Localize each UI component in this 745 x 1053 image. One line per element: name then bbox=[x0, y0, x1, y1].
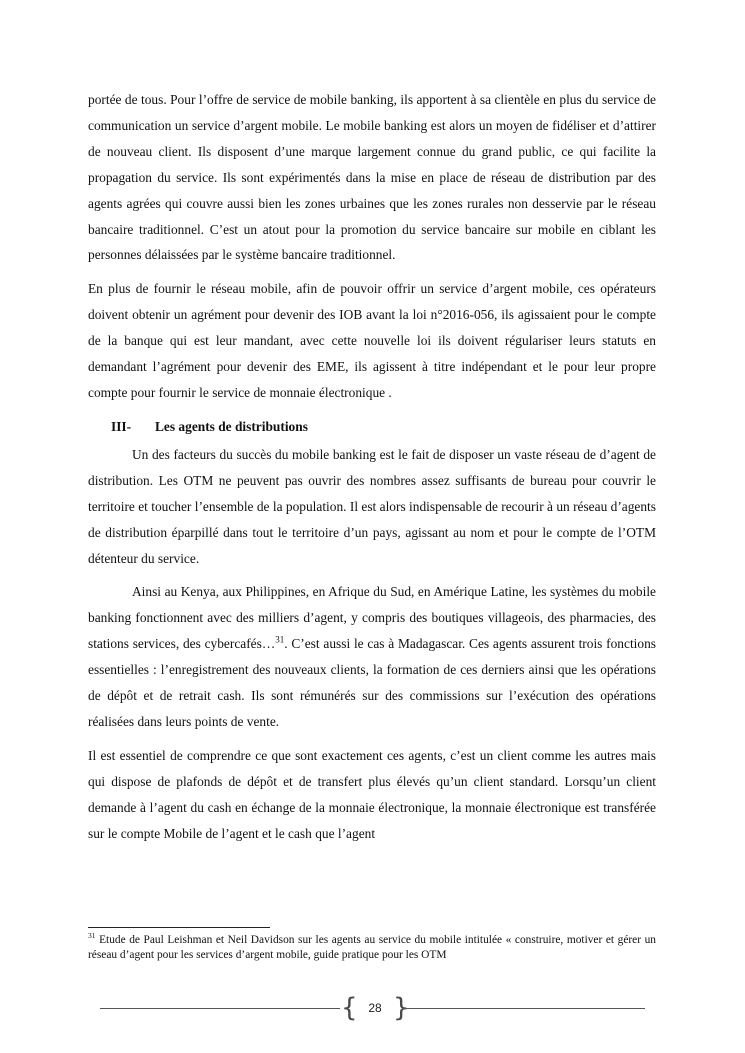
body-text bbox=[88, 87, 656, 846]
paragraph-agents-examples-start: Ainsi au Kenya, aux Philippines, en Afrique du Sud, en Amérique Latine, les systèmes du mobile banking fonctionnent avec des milliers d’agent, y compris des boutiques villageois, des pharmacies, des stations services, des cybercafés… bbox=[88, 584, 656, 652]
paragraph-operators-approval: En plus de fournir le réseau mobile, afin de pouvoir offrir un service d’argent mobile, ces opérateurs doivent obtenir un agrément pour devenir des IOB avant la loi n°2016-056, ils agissaient pour le compte de la banque qui est leur mandant, avec cette nouvelle loi ils doivent régulariser leurs statuts en demandant l’agrément pour devenir des EME, ils agissent à titre indépendant et le pour leur propre compte pour fournir le service de monnaie électronique . bbox=[88, 281, 656, 400]
page-number: 28 bbox=[368, 1001, 382, 1015]
footnote-number: 31 bbox=[88, 931, 96, 941]
footnote-reference[interactable]: 31 bbox=[275, 634, 285, 645]
section-heading bbox=[88, 416, 656, 438]
paragraph-agent-definition: Il est essentiel de comprendre ce que sont exactement ces agents, c’est un client comme les autres mais qui dispose de plafonds de dépôt et de transfert plus élevés qu’un client standard. Lorsqu’un client demande à l’agent du cash en échange de la monnaie électronique, la monnaie électronique est transférée sur le compte Mobile de l’agent et le cash que l’agent bbox=[88, 747, 656, 841]
paragraph-agents-examples bbox=[88, 579, 656, 734]
paragraph-agents-examples-end: . C’est aussi le cas à Madagascar. Ces agents assurent trois fonctions essentielles : l’enregistrement des nouveaux clients, la formation de ces derniers ainsi que les opérations de dépôt et de retrait cash. Ils sont rémunérés sur des commissions sur l’exécution des opérations réalisées dans leurs points de vente. bbox=[88, 636, 656, 729]
page-footer bbox=[100, 995, 645, 1023]
footnote-text: Etude de Paul Leishman et Neil Davidson sur les agents au service du mobile intitulée « construire, motiver et gérer un réseau d’agent pour les services d’argent mobile, guide pratique pour les OTM bbox=[88, 934, 656, 961]
right-brace-icon: } bbox=[393, 993, 410, 1023]
paragraph-distribution-network: Un des facteurs du succès du mobile banking est le fait de disposer un vaste réseau de d’agent de distribution. Les OTM ne peuvent pas ouvrir des nombres assez suffisants de bureau pour couvrir le territoire et toucher l’ensemble de la population. Il est alors indispensable de recourir à un réseau d’agents de distribution éparpillé dans tout le territoire d’un pays, agissant au nom et pour le compte de l’OTM détenteur du service. bbox=[88, 446, 656, 566]
section-number: III- bbox=[111, 418, 132, 434]
footnote bbox=[88, 933, 656, 963]
footer-rule-right bbox=[403, 1008, 645, 1009]
footnote-separator bbox=[88, 927, 270, 928]
left-brace-icon: { bbox=[341, 993, 358, 1023]
paragraph-operators-advantages: portée de tous. Pour l’offre de service de mobile banking, ils apportent à sa clientèle en plus du service de communication un service d’argent mobile. Le mobile banking est alors un moyen de fidéliser et d’attirer de nouveau client. Ils disposent d’une marque largement connue du grand public, ce qui facilite la propagation du service. Ils sont expérimentés dans la mise en place de réseau de distribution par des agents agrées qui couvre aussi bien les zones urbaines que les zones rurales non desservie par le réseau bancaire traditionnel. C’est un atout pour la promotion du service bancaire sur mobile en ciblant les personnes délaissées par le système bancaire traditionnel. bbox=[88, 92, 656, 263]
section-title: Les agents de distributions bbox=[155, 418, 308, 434]
footer-rule-left bbox=[100, 1008, 340, 1009]
